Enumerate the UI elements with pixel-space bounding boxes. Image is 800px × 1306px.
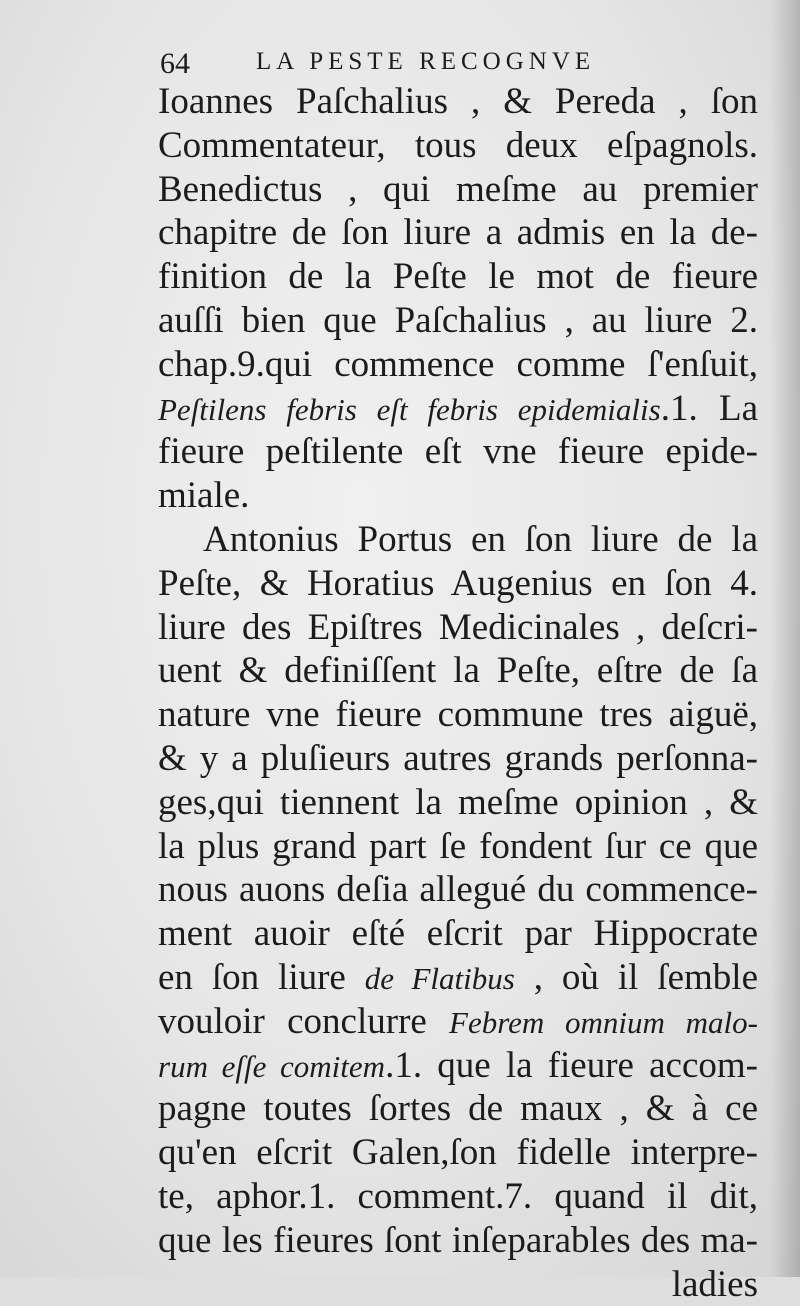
text-run: chapitre de ſon liure a admis en la de- [158,212,758,254]
text-line [158,562,758,606]
text-line [158,1000,758,1044]
body-text [158,80,758,1306]
text-line [158,781,758,825]
text-line [158,868,758,912]
text-run: .1. que la fieure accom- [385,1044,758,1086]
text-run: te, aphor.1. comment.7. quand il dit, [158,1175,758,1217]
text-run: Peſte, & Horatius Augenius en ſon 4. [158,562,758,604]
text-run: Commentateur, tous deux eſpagnols. [158,124,758,166]
latin-quote: Peſtilens febris eſt febris epidemialis [158,391,661,427]
text-line [158,1131,758,1175]
text-line [158,606,758,650]
text-run: chap.9.qui commence comme ſ'enſuit, [158,343,758,385]
text-run: uent & definiſſent la Peſte, eſtre de ſa [158,650,758,692]
text-line [158,1087,758,1131]
text-run: auſſi bien que Paſchalius , au liure 2. [158,299,758,341]
text-line [158,693,758,737]
text-run: .1. La [660,387,758,429]
text-run: pagne toutes ſortes de maux , & à ce [158,1088,758,1130]
latin-quote: de Flatibus [364,960,515,996]
text-line [158,1044,758,1088]
running-title: LA PESTE RECOGNVE [256,48,596,75]
text-line [158,649,758,693]
text-run: vouloir conclurre [158,1000,450,1042]
text-line [158,1263,758,1306]
text-line [158,430,758,474]
text-run: finition de la Peſte le mot de fieure [158,256,758,298]
text-run: ment auoir eſté eſcrit par Hippocrate [158,913,758,955]
text-run: & y a pluſieurs autres grands perſonna- [158,737,758,779]
text-run: qu'en eſcrit Galen,ſon fidelle interpre- [158,1132,758,1174]
text-run: la plus grand part ſe fondent ſur ce que [158,825,758,867]
text-run: miale. [158,475,250,517]
page-edge-shadow [770,0,800,1277]
text-line [158,211,758,255]
text-run: ges,qui tiennent la meſme opinion , & [158,781,758,823]
text-line [158,474,758,518]
text-run: , où il ſemble [514,956,758,998]
text-run: fieure peſtilente eſt vne fieure epide- [158,431,758,473]
text-run: Benedictus , qui meſme au premier [158,168,758,210]
page-header [160,40,760,84]
text-line [158,912,758,956]
text-line [158,387,758,431]
text-run: que les fieures ſont inſeparables des ma- [158,1219,758,1261]
text-line [158,168,758,212]
page-number: 64 [160,47,190,80]
text-run: nous auons deſia allegué du commence- [158,869,758,911]
text-line [158,299,758,343]
latin-quote: rum eſſe comitem [158,1048,386,1084]
text-line [158,1175,758,1219]
text-line [158,825,758,869]
text-line [158,518,758,562]
text-run: en ſon liure [158,956,365,998]
text-line [158,343,758,387]
text-line [158,956,758,1000]
text-run: Ioannes Paſchalius , & Pereda , ſon [158,81,758,122]
text-line [158,1219,758,1263]
text-line [158,737,758,781]
text-run: ladies [671,1263,758,1305]
latin-quote: Febrem omnium malo- [449,1004,758,1040]
text-line [158,255,758,299]
text-line [158,80,758,124]
text-run: nature vne fieure commune tres aiguë, [158,694,758,736]
text-run: Antonius Portus en ſon liure de la [203,518,758,560]
text-run: liure des Epiſtres Medicinales , deſcri- [158,606,758,648]
text-line [158,124,758,168]
